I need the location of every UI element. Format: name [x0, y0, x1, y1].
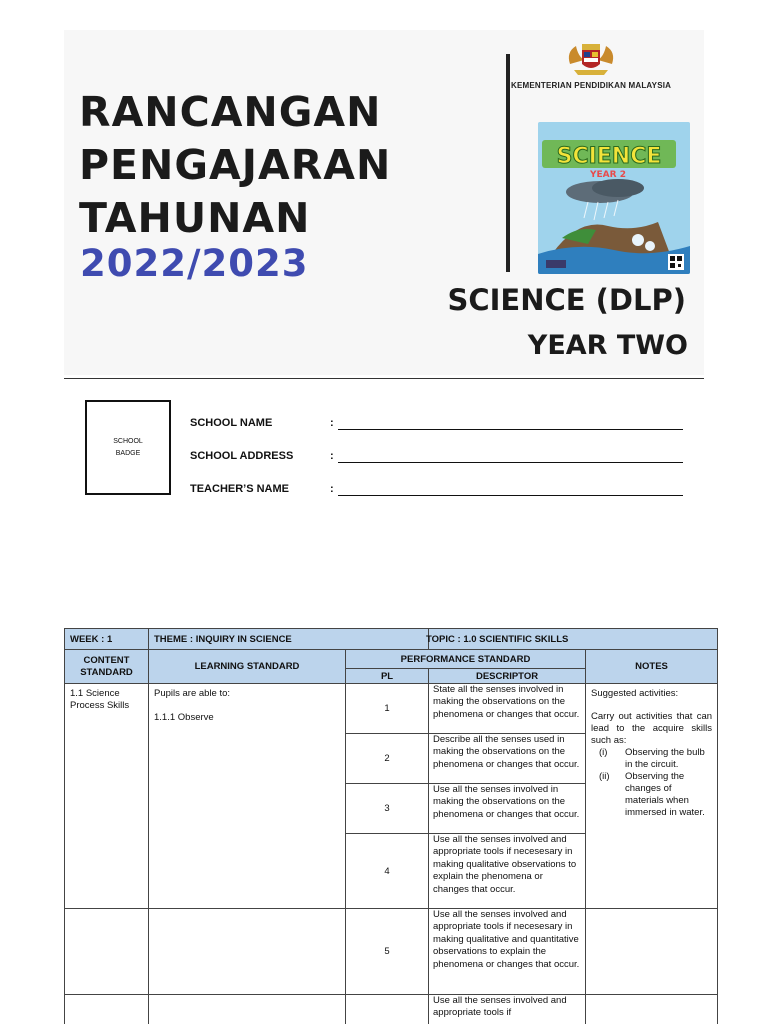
table-row — [65, 684, 718, 734]
topic-cell — [426, 629, 718, 650]
notes-intro: Carry out activities that can lead to the acquire skills such as: — [591, 711, 713, 746]
content-standard-text: 1.1 Science Process Skills — [70, 688, 130, 711]
academic-year: 2022/2023 — [80, 242, 309, 285]
list-item — [591, 747, 712, 771]
content-standard-cell — [65, 995, 149, 1024]
descriptor-cell: Use all the senses involved and appropriate tools if necesesary in making qualitative and quantitative observations to explain the phenomena or changes that occur. — [429, 909, 586, 995]
notes-cell — [586, 995, 718, 1024]
pl-cell: 4 — [346, 834, 429, 909]
list-text: Observing the changes of materials when immersed in water. — [625, 771, 705, 818]
book-title: SCIENCE — [556, 144, 662, 169]
pl-header: PL — [346, 669, 429, 684]
notes-list — [591, 747, 712, 819]
badge-label: BADGE — [115, 449, 141, 457]
week-cell: WEEK : 1 — [65, 629, 149, 650]
title-line: RANCANGAN — [79, 88, 382, 136]
header-row — [65, 650, 718, 669]
colon: : — [330, 417, 334, 429]
descriptor-cell: Use all the senses involved and appropriate tools if — [429, 995, 586, 1024]
learning-standard-header: LEARNING STANDARD — [149, 650, 346, 684]
teacher-name-row — [190, 483, 690, 499]
theme-cell: THEME : INQUIRY IN SCIENCE — [149, 629, 429, 650]
learning-intro: Pupils are able to: — [154, 688, 231, 699]
book-subtitle: YEAR 2 — [590, 170, 626, 180]
main-title — [79, 86, 391, 245]
list-number: (i) — [599, 747, 608, 758]
title-line: PENGAJARAN — [79, 141, 392, 189]
list-text: Observing the bulb in the circuit. — [625, 747, 705, 770]
descriptor-header: DESCRIPTOR — [429, 669, 586, 684]
school-name-row — [190, 417, 690, 433]
table-row — [65, 909, 718, 995]
school-name-field[interactable] — [338, 429, 683, 430]
descriptor-cell: Use all the senses involved in making the observations on the phenomena or changes that occur. — [429, 784, 586, 834]
colon: : — [330, 483, 334, 495]
title-line: TAHUNAN — [79, 194, 311, 242]
descriptor-cell: Describe all the senses used in making the observations on the phenomena or changes that occur. — [429, 734, 586, 784]
table-row — [65, 995, 718, 1024]
textbook-illustration-icon — [538, 122, 690, 274]
descriptor-cell: Use all the senses involved and appropriate tools if necesesary in making qualitative observations to explain the phenomena or changes that occur. — [429, 834, 586, 909]
horizontal-rule — [64, 378, 704, 379]
content-standard-cell — [65, 909, 149, 995]
learning-standard-cell — [149, 995, 346, 1024]
learning-standard-cell — [149, 684, 346, 909]
school-address-row — [190, 450, 690, 466]
school-address-label: SCHOOL ADDRESS — [190, 450, 294, 462]
topic-text: TOPIC : 1.0 SCIENTIFIC SKILLS — [426, 633, 569, 645]
list-item — [591, 771, 712, 819]
notes-cell — [586, 909, 718, 995]
vertical-divider — [506, 54, 510, 272]
pl-cell — [346, 995, 429, 1024]
notes-header: NOTES — [586, 650, 718, 684]
table-topbar — [65, 629, 718, 650]
notes-cell — [586, 684, 718, 909]
teacher-name-field[interactable] — [338, 495, 683, 496]
ministry-name: KEMENTERIAN PENDIDIKAN MALAYSIA — [511, 81, 672, 90]
school-badge-placeholder — [85, 400, 171, 495]
year-level-title: YEAR TWO — [527, 330, 688, 361]
pl-cell: 5 — [346, 909, 429, 995]
content-standard-header: CONTENT STANDARD — [65, 650, 149, 684]
notes-heading: Suggested activities: — [591, 688, 679, 699]
subject-title: SCIENCE (DLP) — [447, 283, 686, 317]
badge-label: SCHOOL — [113, 437, 143, 445]
pl-cell: 3 — [346, 784, 429, 834]
colon: : — [330, 450, 334, 462]
yearly-plan-table — [64, 628, 718, 1024]
textbook-cover — [538, 122, 690, 274]
school-address-field[interactable] — [338, 462, 683, 463]
learning-standard-cell — [149, 909, 346, 995]
descriptor-cell: State all the senses involved in making the observations on the phenomena or changes that occur. — [429, 684, 586, 734]
ministry-crest-icon — [564, 38, 618, 80]
pl-cell: 2 — [346, 734, 429, 784]
learning-item: 1.1.1 Observe — [154, 712, 214, 723]
performance-standard-header: PERFORMANCE STANDARD — [346, 650, 586, 669]
cover-header — [64, 30, 704, 375]
school-name-label: SCHOOL NAME — [190, 417, 273, 429]
pl-cell: 1 — [346, 684, 429, 734]
content-standard-cell — [65, 684, 149, 909]
teacher-name-label: TEACHER’S NAME — [190, 483, 290, 495]
list-number: (ii) — [599, 771, 610, 782]
